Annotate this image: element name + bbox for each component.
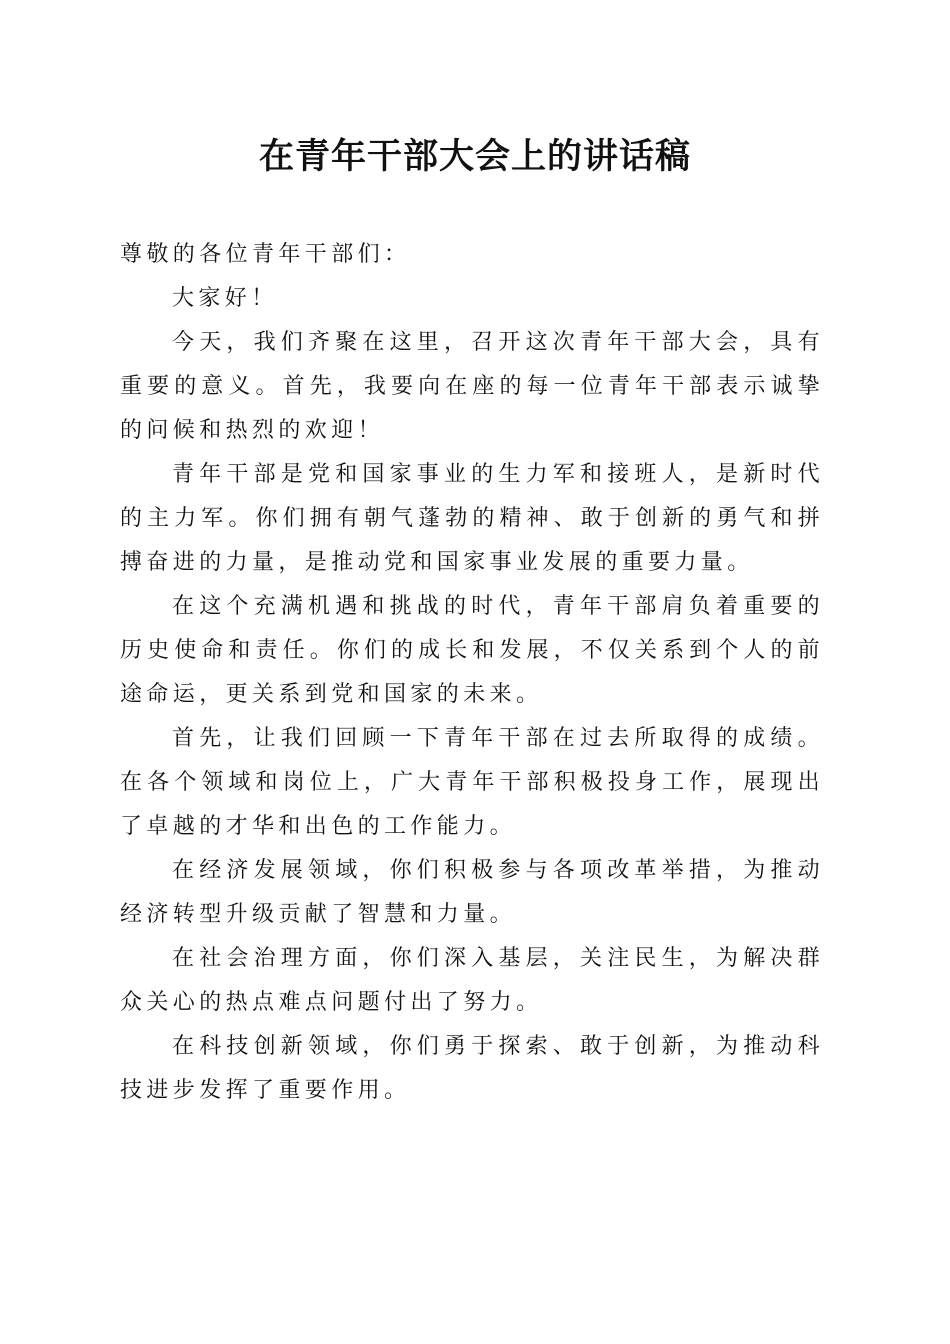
paragraph-governance: 在社会治理方面，你们深入基层，关注民生，为解决群众关心的热点难点问题付出了努力。 [120,946,824,1015]
paragraph-technology: 在科技创新领域，你们勇于探索、敢于创新，为推动科技进步发挥了重要作用。 [120,1034,824,1103]
document-body [120,233,824,1113]
paragraph-achievements: 首先，让我们回顾一下青年干部在过去所取得的成绩。在各个领域和岗位上，广大青年干部积极投身工作，展现出了卓越的才华和出色的工作能力。 [120,726,824,839]
salutation: 尊敬的各位青年干部们： [120,242,411,267]
document-title: 在青年干部大会上的讲话稿 [258,136,691,177]
paragraph-youth-role: 青年干部是党和国家事业的生力军和接班人，是新时代的主力军。你们拥有朝气蓬勃的精神、敢于创新的勇气和拼搏奋进的力量，是推动党和国家事业发展的重要力量。 [120,462,824,575]
paragraph-opening: 今天，我们齐聚在这里，召开这次青年干部大会，具有重要的意义。首先，我要向在座的每一位青年干部表示诚挚的问候和热烈的欢迎！ [120,330,824,443]
paragraph-mission: 在这个充满机遇和挑战的时代，青年干部肩负着重要的历史使命和责任。你们的成长和发展，不仅关系到个人的前途命运，更关系到党和国家的未来。 [120,594,824,707]
paragraph-economy: 在经济发展领域，你们积极参与各项改革举措，为推动经济转型升级贡献了智慧和力量。 [120,858,824,927]
paragraph-greeting: 大家好！ [172,286,278,311]
